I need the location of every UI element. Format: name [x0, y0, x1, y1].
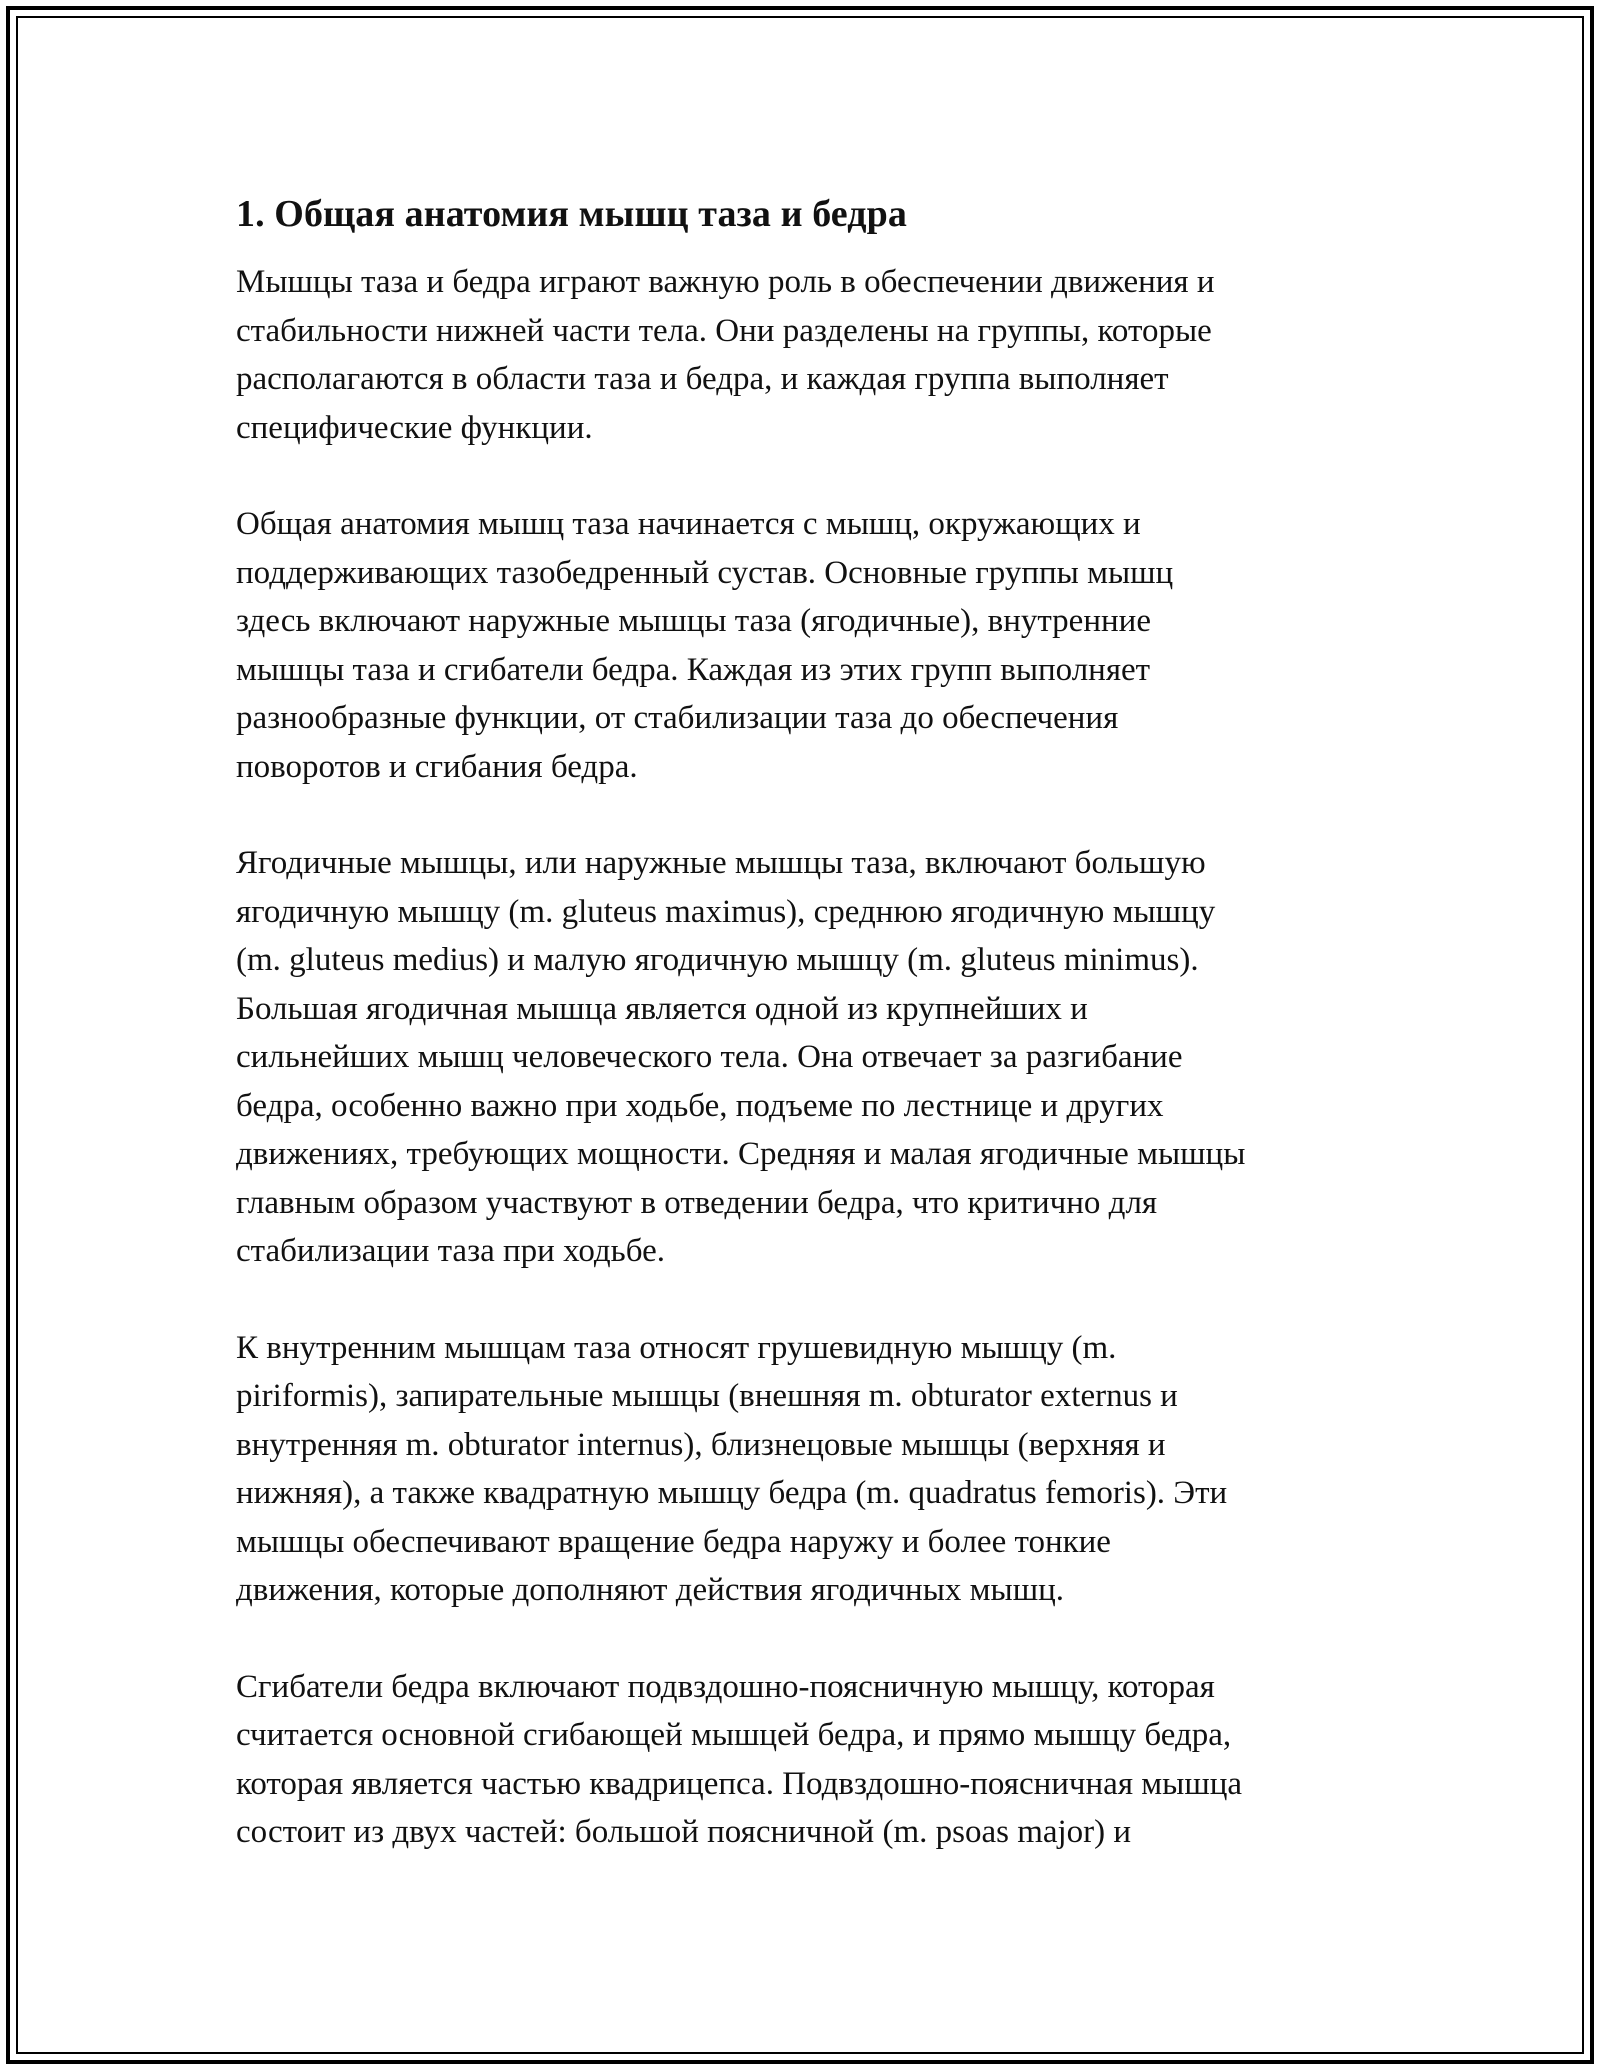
paragraph-hip-flexors: Сгибатели бедра включают подвздошно-поясничную мышцу, которая считается основной сгибающей мышцей бедра, и прямо мышцу бедра, которая является частью квадрицепса. Подвздошно-поясничная мышца состоит из двух частей: большой поясничной (m. psoas major) и — [236, 1668, 1243, 1850]
paragraph-internal-pelvic-muscles: К внутренним мышцам таза относят грушевидную мышцу (m. piriformis), запирательные мышцы (внешняя m. obturator externus и внутренняя m. obturator internus), близнецовые мышцы (верхняя и нижняя), а также квадратную мышцу бедра (m. quadratus femoris). Эти мышцы обеспечивают вращение бедра наружу и более тонкие движения, которые дополняют действия ягодичных мышц. — [236, 1329, 1228, 1608]
section-heading: 1. Общая анатомия мышц таза и бедра — [236, 193, 907, 235]
paragraph-general-anatomy: Общая анатомия мышц таза начинается с мышц, окружающих и поддерживающих тазобедренный сустав. Основные группы мышц здесь включают наружные мышцы таза (ягодичные), внутренние мышцы таза и сгибатели бедра. Каждая из этих групп выполняет разнообразные функции, от стабилизации таза до обеспечения поворотов и сгибания бедра. — [236, 506, 1174, 785]
paragraph-intro: Мышцы таза и бедра играют важную роль в обеспечении движения и стабильности нижней части тела. Они разделены на группы, которые располагаются в области таза и бедра, и каждая группа выполняет специфические функции. — [236, 264, 1215, 446]
paragraph-gluteal-muscles: Ягодичные мышцы, или наружные мышцы таза, включают большую ягодичную мышцу (m. gluteus maximus), среднюю ягодичную мышцу (m. gluteus medius) и малую ягодичную мышцу (m. gluteus minimus). Большая ягодичная мышца является одной из крупнейших и сильнейших мышц человеческого тела. Она отвечает за разгибание бедра, особенно важно при ходьбе, подъеме по лестнице и других движениях, требующих мощности. Средняя и малая ягодичные мышцы главным образом участвуют в отведении бедра, что критично для стабилизации таза при ходьбе. — [236, 845, 1246, 1269]
document-body — [236, 188, 1376, 1857]
